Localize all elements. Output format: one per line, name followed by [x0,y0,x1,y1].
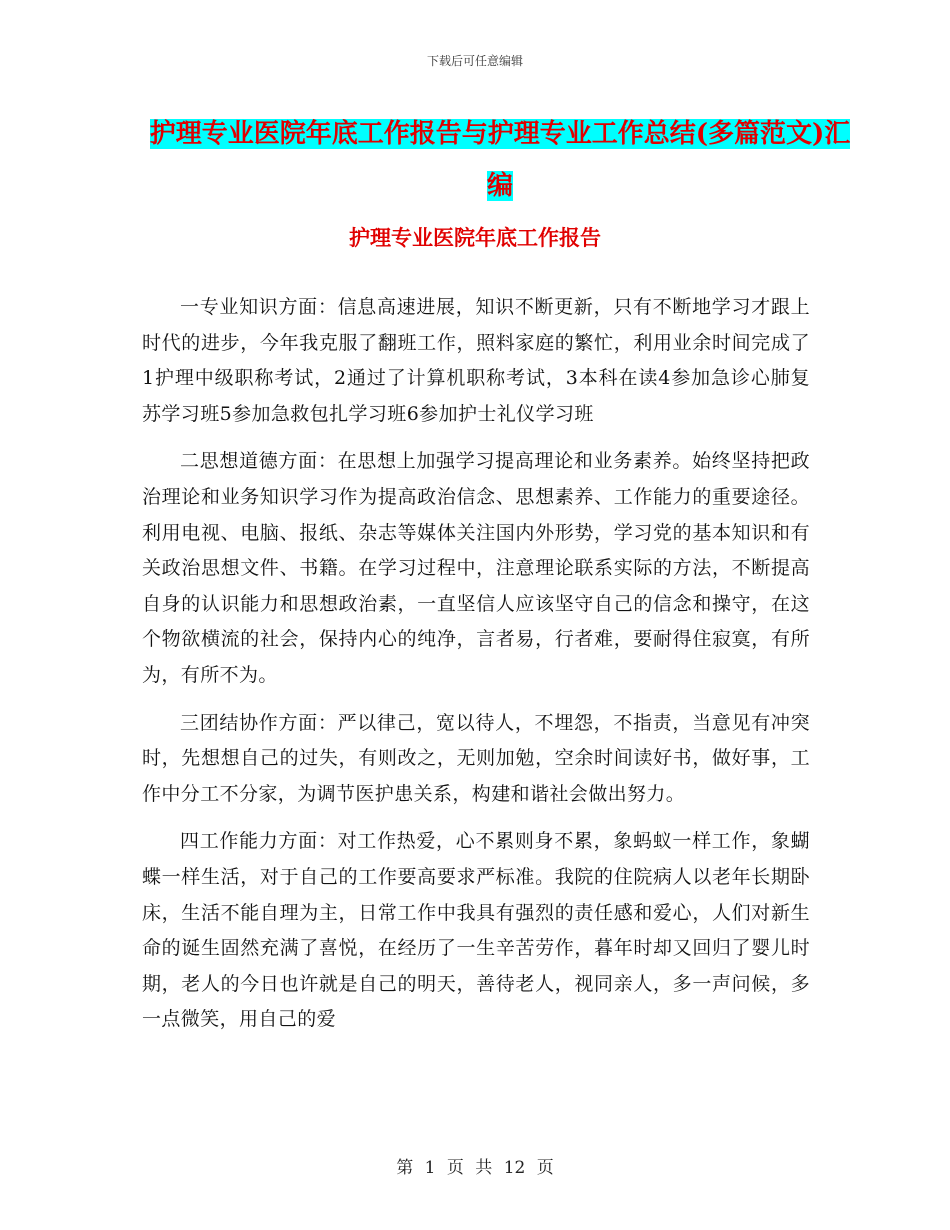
header-note: 下载后可任意编辑 [426,54,523,68]
document-title [140,108,860,212]
paragraph-ideology-morality: 二思想道德方面：在思想上加强学习提高理论和业务素养。始终坚持把政治理论和业务知识学习作为提高政治信念、思想素养、工作能力的重要途径。利用电视、电脑、报纸、杂志等媒体关注国内外形势，学习党的基本知识和有关政治思想文件、书籍。在学习过程中，注意理论联系实际的方法，不断提高自身的认识能力和思想政治素，一直坚信人应该坚守自己的信念和操守，在这个物欲横流的社会，保持内心的纯净，言者易，行者难，要耐得住寂寞，有所为，有所不为。 [142,450,810,686]
document-title-text: 护理专业医院年底工作报告与护理专业工作总结(多篇范文)汇编 [149,119,851,201]
paragraph-professional-knowledge: 一专业知识方面：信息高速进展，知识不断更新，只有不断地学习才跟上时代的进步，今年我克服了翻班工作，照料家庭的繁忙，利用业余时间完成了1护理中级职称考试，2通过了计算机职称考试，3本科在读4参加急诊心肺复苏学习班5参加急救包扎学习班6参加护士礼仪学习班 [142,296,810,425]
page-number-footer: 第 1 页 共 12 页 [396,1158,554,1178]
paragraph-work-ability: 四工作能力方面：对工作热爱，心不累则身不累，象蚂蚁一样工作，象蝴蝶一样生活，对于自己的工作要高要求严标准。我院的住院病人以老年长期卧床，生活不能自理为主，日常工作中我具有强烈的责任感和爱心，人们对新生命的诞生固然充满了喜悦，在经历了一生辛苦劳作，暮年时却又回归了婴儿时期，老人的今日也许就是自己的明天，善待老人，视同亲人，多一声问候，多一点微笑，用自己的爱 [142,830,810,1031]
document-body [142,290,810,1050]
paragraph-teamwork: 三团结协作方面：严以律己，宽以待人，不埋怨，不指责，当意见有冲突时，先想想自己的过失，有则改之，无则加勉，空余时间读好书，做好事，工作中分工不分家，为调节医护患关系，构建和谐社会做出努力。 [142,711,810,805]
section-title: 护理专业医院年底工作报告 [349,225,601,250]
